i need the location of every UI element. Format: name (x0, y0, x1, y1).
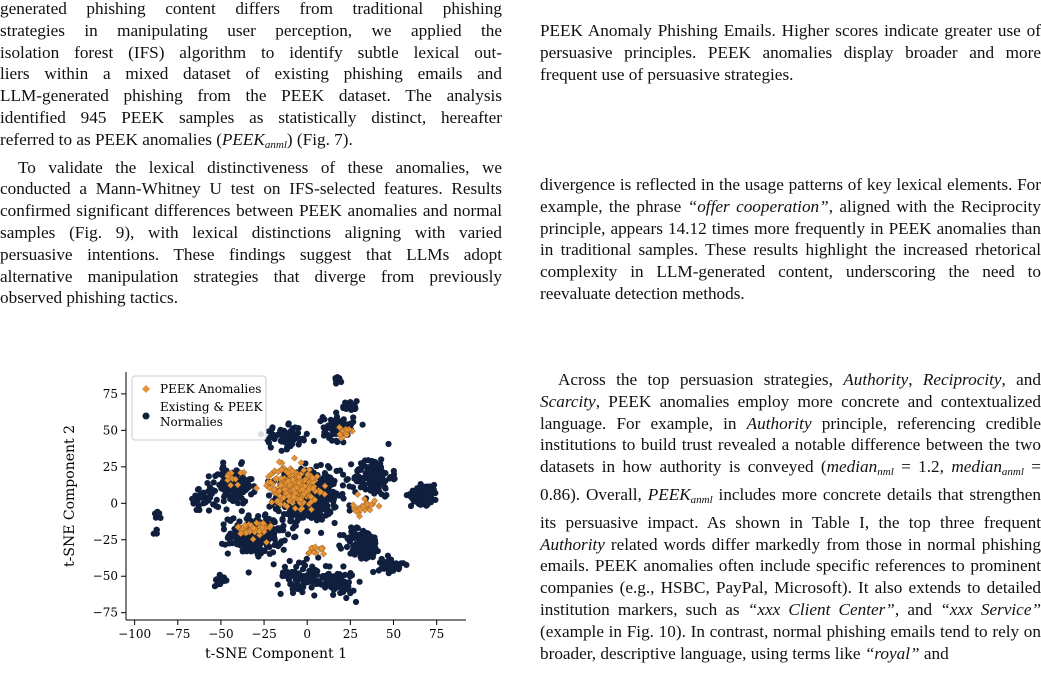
right-para-1 (540, 174, 1041, 305)
text: , aligned with the Reciprocity principle, appears 14.12 times more frequently in PEEK anomalies than in traditional samples. These results highlight the increased rhetorical complexity in LLM-generated content, underscoring the need to reevaluate detection methods. (540, 196, 1041, 303)
data-point (284, 439, 290, 445)
legend (132, 376, 266, 440)
data-point (255, 539, 261, 545)
y-tick-label: −50 (92, 569, 118, 584)
text: = 0.86). Overall, (540, 457, 1041, 504)
data-point (358, 556, 364, 562)
data-point (403, 562, 409, 568)
line: strategies in manipulating user perception, we applied the (0, 20, 502, 40)
text: , (908, 370, 923, 389)
math-median: median (951, 457, 1002, 477)
data-point (423, 503, 429, 509)
data-point (344, 535, 350, 541)
data-point (281, 547, 287, 553)
data-point (285, 531, 291, 537)
data-point (212, 473, 218, 479)
data-point (220, 576, 226, 582)
data-point (310, 575, 316, 581)
data-point (385, 441, 391, 447)
data-point (317, 578, 323, 584)
data-point (325, 497, 331, 503)
data-point (326, 435, 332, 441)
data-point (240, 489, 246, 495)
data-point (352, 405, 358, 411)
data-point (236, 518, 242, 524)
data-point (217, 581, 223, 587)
left-para-2: To validate the lexical distinctiveness of these anomalies, we conducted a Mann-Whitney U test on IFS-selected features. Results confirmed significant differences between PEEK anomalies and normal samples (Fig. 9), with lexical distinctions aligning with varied persuasive intentions. These findings suggest that LLMs adopt alternative manipulation strategies that diverge from previously observed phishing tactics. (0, 157, 502, 308)
data-point (309, 564, 315, 570)
text: , and (1001, 370, 1041, 389)
data-point (257, 548, 263, 554)
data-point (358, 546, 364, 552)
right-para-2-text (540, 369, 1041, 664)
data-point (309, 584, 315, 590)
data-point (416, 501, 422, 507)
data-point (418, 481, 424, 487)
data-point (329, 576, 335, 582)
legend-label-normalies: Existing & PEEK (160, 400, 263, 414)
data-point (275, 582, 281, 588)
data-point (211, 479, 217, 485)
data-point (354, 478, 360, 484)
data-point (271, 561, 277, 567)
data-point (346, 483, 352, 489)
data-point (333, 490, 339, 496)
legend-label-normalies: Normalies (160, 415, 223, 429)
text: , PEEK anomalies employ more concrete and contextualized language. For example, in (540, 391, 1041, 433)
data-point (304, 528, 310, 534)
data-point (206, 473, 212, 479)
data-point (214, 497, 220, 503)
data-point (300, 584, 306, 590)
data-point (198, 494, 204, 500)
data-point (220, 460, 226, 466)
data-point (331, 481, 337, 487)
data-point (195, 487, 201, 493)
data-point (380, 563, 386, 569)
data-point (351, 546, 357, 552)
data-point (357, 579, 363, 585)
data-point (347, 508, 353, 514)
data-point (300, 436, 306, 442)
right-para-1-text (540, 174, 1041, 305)
data-point (287, 558, 293, 564)
data-point (269, 426, 275, 432)
data-point (425, 494, 431, 500)
caption-text: PEEK Anomaly Phishing Emails. Higher scores indicate greater use of persuasive principles. PEEK anomalies display broader and more frequent use of persuasive strategies. (540, 21, 1041, 84)
data-point (215, 504, 221, 510)
data-point (304, 556, 310, 562)
data-point (246, 476, 252, 482)
text: and (919, 643, 949, 663)
data-point (372, 537, 378, 543)
line: ) (Fig. 7). (286, 129, 353, 149)
data-point (424, 486, 430, 492)
data-point (373, 472, 379, 478)
data-point (296, 560, 302, 566)
data-point (360, 422, 366, 428)
x-tick-label: 25 (342, 627, 359, 641)
data-point (366, 540, 372, 546)
data-point (376, 503, 382, 509)
data-point (278, 438, 284, 444)
data-point (221, 521, 227, 527)
data-point (318, 530, 324, 536)
math-sub: nml (877, 466, 894, 479)
data-point (292, 424, 298, 430)
data-point (369, 482, 375, 488)
data-point (376, 461, 382, 467)
data-point (224, 490, 230, 496)
math-sub: anml (690, 493, 713, 506)
legend-marker-normalies (143, 413, 150, 420)
data-point (288, 514, 294, 520)
right-para-2 (540, 369, 1041, 664)
text: , and (894, 599, 941, 619)
data-point (408, 503, 414, 509)
data-point (335, 571, 341, 577)
line: generated phishing content differs from traditional phishing (0, 0, 502, 18)
data-point (336, 543, 342, 549)
data-point (353, 599, 359, 605)
data-point (324, 506, 330, 512)
data-point (275, 542, 281, 548)
data-point (311, 592, 317, 598)
data-point (292, 519, 298, 525)
left-column (0, 0, 502, 309)
data-point (342, 400, 348, 406)
data-point (343, 595, 349, 601)
data-point (325, 423, 331, 429)
data-point (327, 490, 333, 496)
data-point (268, 444, 274, 450)
data-point (282, 537, 288, 543)
data-point (307, 513, 313, 519)
line: identified 945 PEEK samples as statistically distinct, hereafter (0, 107, 502, 127)
data-point (262, 511, 268, 517)
data-point (311, 438, 317, 444)
text: related words differ markedly from those in normal phishing emails. PEEK anomalies often include specific references to prominent companies (e.g., HSBC, PayPal, Microsoft). It also extends to detailed institution markers, such as (540, 534, 1041, 619)
x-tick-label: −75 (165, 627, 191, 641)
data-point (244, 516, 250, 522)
tsne-scatter-chart (56, 368, 472, 668)
y-tick-label: −75 (92, 605, 118, 620)
data-point (383, 492, 389, 498)
data-point (246, 569, 252, 575)
data-point (219, 466, 225, 472)
data-point (361, 531, 367, 537)
data-point (318, 504, 324, 510)
data-point (207, 484, 213, 490)
data-point (226, 540, 232, 546)
data-point (366, 473, 372, 479)
data-point (286, 420, 292, 426)
quote: “royal” (864, 643, 920, 663)
data-point (323, 513, 329, 519)
x-tick-label: 0 (303, 627, 312, 641)
quote: “xxx Client Center” (747, 599, 895, 619)
data-point (307, 570, 313, 576)
data-point (293, 584, 299, 590)
data-point (300, 566, 306, 572)
line: referred to as PEEK anomalies ( (0, 129, 222, 149)
figure-caption-continued (540, 20, 1041, 85)
data-point (344, 477, 350, 483)
data-point (246, 484, 252, 490)
tsne-figure (56, 368, 472, 668)
data-point (340, 482, 346, 488)
data-point (340, 563, 346, 569)
data-point (385, 559, 391, 565)
data-point (273, 506, 279, 512)
data-point (267, 434, 273, 440)
data-point (350, 588, 356, 594)
data-point (326, 465, 332, 471)
data-point (219, 541, 225, 547)
x-axis-label: t-SNE Component 1 (205, 646, 347, 662)
x-tick-label: −25 (251, 627, 277, 641)
data-point (313, 463, 319, 469)
data-point (287, 581, 293, 587)
data-point (332, 520, 338, 526)
math-peek: PEEK (647, 484, 691, 504)
term-authority: Authority (843, 370, 909, 389)
data-point (239, 459, 245, 465)
data-point (333, 380, 339, 386)
data-point (356, 539, 362, 545)
text: Across the top persuasion strategies, (558, 370, 844, 389)
text: principle, referencing credible institutions to build trust revealed a notable difference between the two datasets in how authority is conveyed ( (540, 413, 1041, 477)
data-point (239, 508, 245, 514)
data-point (282, 573, 288, 579)
data-point (323, 563, 329, 569)
data-point (331, 496, 337, 502)
data-point (266, 492, 272, 498)
data-point (227, 531, 233, 537)
line: isolation forest (IFS) algorithm to identify subtle lexical out- (0, 42, 502, 62)
data-point (273, 433, 279, 439)
data-point (317, 418, 323, 424)
data-point (322, 470, 328, 476)
data-point (293, 575, 299, 581)
data-point (358, 460, 364, 466)
quote: “offer cooperation” (687, 196, 829, 216)
y-tick-label: 50 (102, 423, 118, 438)
x-tick-label: −50 (208, 627, 234, 641)
data-point (278, 591, 284, 597)
data-point (347, 570, 353, 576)
data-point (369, 458, 375, 464)
data-point (278, 427, 284, 433)
data-point (239, 495, 245, 501)
data-point (189, 496, 195, 502)
term-authority: Authority (540, 534, 605, 554)
data-point (326, 581, 332, 587)
data-point (225, 551, 231, 557)
legend-label-anomalies: PEEK Anomalies (160, 382, 262, 396)
x-tick-label: 75 (429, 627, 445, 641)
term-authority: Authority (746, 413, 812, 433)
data-point (279, 448, 285, 454)
y-tick-label: 75 (102, 386, 118, 401)
term-reciprocity: Reciprocity (922, 370, 1002, 389)
data-point (291, 432, 297, 438)
data-point (234, 541, 240, 547)
data-point (340, 472, 346, 478)
data-point (248, 548, 254, 554)
math-median: median (826, 457, 878, 477)
data-point (227, 518, 233, 524)
data-point (304, 575, 310, 581)
data-point (279, 432, 285, 438)
data-point (379, 474, 385, 480)
data-point (206, 495, 212, 501)
term-scarcity: Scarcity (540, 391, 596, 411)
text: = 1.2, (893, 457, 952, 477)
data-point (376, 485, 382, 491)
left-para-1 (0, 0, 502, 157)
data-point (348, 529, 354, 535)
data-point (370, 569, 376, 575)
x-tick-label: −100 (118, 627, 152, 641)
data-point (280, 517, 286, 523)
line: liers within a mixed dataset of existing phishing emails and (0, 64, 502, 84)
y-tick-label: 0 (110, 496, 118, 511)
data-point (291, 455, 297, 461)
y-tick-label: −25 (92, 532, 118, 547)
data-point (156, 510, 162, 516)
data-point (271, 534, 277, 540)
data-point (366, 533, 372, 539)
data-point (344, 544, 350, 550)
math-sub: anml (264, 138, 287, 151)
data-point (291, 534, 297, 540)
data-point (392, 476, 398, 482)
y-tick-label: 25 (102, 459, 118, 474)
data-point (333, 410, 339, 416)
data-point (330, 418, 336, 424)
math-sub: anml (1001, 466, 1024, 479)
data-point (346, 405, 352, 411)
data-point (276, 525, 282, 531)
x-tick-label: 50 (385, 627, 402, 641)
line: LLM-generated phishing from the PEEK dataset. The analysis (0, 86, 502, 106)
data-point (410, 492, 416, 498)
text: divergence is reflected in the usage patterns of key lexical elements. For example, the phrase (540, 175, 1041, 216)
data-point (239, 479, 245, 485)
text: (example in Fig. 10). In contrast, normal phishing emails tend to rely on broader, descriptive language, using terms like (540, 621, 1041, 663)
data-point (223, 506, 229, 512)
math-peek: PEEK (221, 129, 265, 149)
y-axis-label: t-SNE Component 2 (62, 425, 78, 567)
data-point (372, 545, 378, 551)
quote: “xxx Service” (940, 599, 1041, 619)
data-point (348, 461, 354, 467)
data-point (154, 527, 160, 533)
data-point (341, 581, 347, 587)
data-point (379, 556, 385, 562)
text: includes more concrete details that strengthen its persuasive impact. As shown in Table I, the top three frequent (540, 484, 1041, 532)
data-point (332, 504, 338, 510)
data-point (206, 508, 212, 514)
data-point (232, 491, 238, 497)
data-point (245, 541, 251, 547)
data-point (290, 525, 296, 531)
data-point (300, 515, 306, 521)
